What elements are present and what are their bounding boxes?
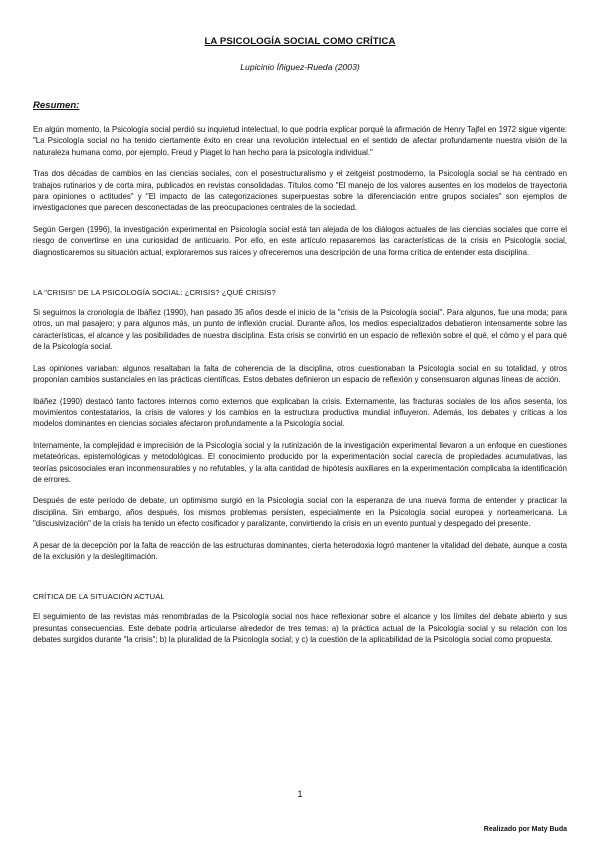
page-number: 1 — [297, 789, 303, 799]
document-author: Lupicinio Íñiguez-Rueda (2003) — [240, 62, 360, 72]
footer-credit: Realizado por Maty Buda — [483, 826, 567, 833]
crisis-paragraph-1: Si seguimos la cronología de Ibáñez (1990), han pasado 35 años desde el inicio de la "crisis de la Psicología social". Para algunos, fue una moda; para otros, un mal pasajero; y para algunos más, un punto de inflexión crucial. Durante años, los medios especializados debatieron intensamente sobre las características, el alcance y las posibilidades de nuestra disciplina. Esta crisis se convirtió en un espacio de reflexión sobre el qué, el cómo y el para qué de la Psicología social. — [33, 308, 567, 352]
crisis-paragraph-6: A pesar de la decepción por la falta de reacción de las estructuras dominantes, cierta heterodoxia logró mantener la vitalidad del debate, aunque a costa de la exclusión y la deslegitimación. — [33, 540, 567, 561]
crisis-paragraph-2: Las opiniones variaban: algunos resaltaban la falta de coherencia de la disciplina, otros cuestionaban la Psicología social en su totalidad, y otros proponían cambios sustanciales en las prácticas científicas. Estos debates definieron un espacio de reflexión y consensuaron algunas líneas de acción. — [33, 363, 567, 385]
resumen-paragraph-3: Según Gergen (1996), la investigación experimental en Psicología social está tan alejada de los diálogos actuales de las ciencias sociales que corre el riesgo de convertirse en una curiosidad de anticuario. Por ello, en este artículo repasaremos las características de la crisis en Psicología social, diagnosticaremos su situación actual, exploraremos sus raíces y ofreceremos una descripción de una forma crítica de entender esta disciplina. — [33, 224, 567, 257]
section-heading-critica: CRÍTICA DE LA SITUACIÓN ACTUAL — [33, 592, 165, 602]
document-body — [33, 100, 567, 656]
resumen-heading: Resumen: — [33, 100, 80, 111]
critica-paragraph-1: El seguimiento de las revistas más renombradas de la Psicología social nos hace reflexionar sobre el alcance y los límites del debate abierto y sus presuntas consecuencias. Este debate podría articularse alrededor de tres temas: a) la práctica actual de la Psicología social y su relación con los debates surgidos durante "la crisis"; b) la pluralidad de la Psicología social; y c) la cuestión de la aplicabilidad de la Psicología social como propuesta. — [33, 612, 567, 645]
crisis-paragraph-3: Ibáñez (1990) destacó tanto factores internos como externos que explicaban la crisis. Externamente, las fracturas sociales de los años sesenta, los movimientos contestatarios, la crisis de valores y los cambios en la estructura productiva mundial influyeron. Además, los debates y críticas a los modelos dominantes en ciencias sociales afectaron profundamente a la Psicología social. — [33, 396, 567, 429]
resumen-paragraph-2: Tras dos décadas de cambios en las ciencias sociales, con el posestructuralismo y el zeitgeist postmoderno, la Psicología social se ha centrado en trabajos rutinarios y de corta mira, publicados en revistas consolidadas. Títulos como "El manejo de los valores ausentes en los modelos de trayectoria para opiniones o actitudes" y "El impacto de las categorizaciones superpuestas sobre la diferenciación entre grupos sociales" son ejemplos de investigaciones que parecen desconectadas de las preocupaciones centrales de la sociedad. — [33, 169, 567, 213]
document-title: LA PSICOLOGÍA SOCIAL COMO CRÍTICA — [204, 36, 396, 47]
crisis-paragraph-5: Después de este período de debate, un optimismo surgió en la Psicología social con la esperanza de una nueva forma de entender y practicar la disciplina. Sin embargo, años después, los mismos problemas persisten, especialmente en la Psicología social europea y norteamericana. La "discusivización" de la crisis ha tenido un efecto cosificador y paralizante, convirtiendo la crisis en un evento puntual y despegado del presente. — [33, 496, 567, 529]
section-heading-crisis: LA "CRISIS" DE LA PSICOLOGÍA SOCIAL: ¿CRISIS? ¿QUÉ CRISIS? — [33, 288, 276, 298]
resumen-paragraph-1: En algún momento, la Psicología social perdió su inquietud intelectual, lo que podría explicar porqué la afirmación de Henry Tajfel en 1972 sigue vigente: "La Psicología social no ha tenido ciertamente éxito en crear una revolución intelectual en el sentido de afectar profundamente nuestra visión de la naturaleza humana como, por ejemplo, Freud y Piaget lo han hecho para la psicología individual." — [33, 125, 567, 157]
crisis-paragraph-4: Internamente, la complejidad e imprecisión de la Psicología social y la rutinización de la investigación experimental llevaron a un enfoque en cuestiones metateóricas, epistemológicas y metodológicas. El conocimiento producido por la experimentación social carecía de propiedades acumulativas, las teorías psicosociales eran inconmensurables y no refutables, y la alta cantidad de hipótesis auxiliares en la experimentación complicaba la identificación de errores. — [33, 440, 567, 484]
